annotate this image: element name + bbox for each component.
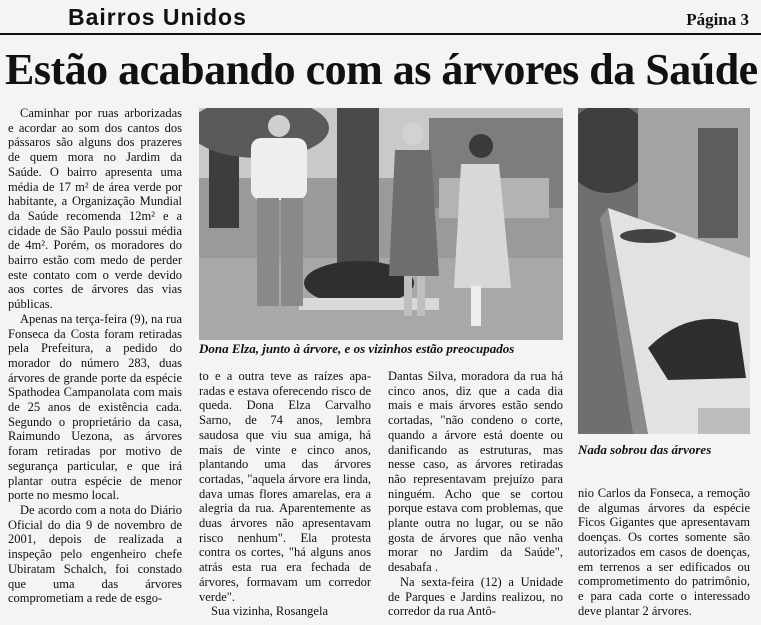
masthead: Bairros Unidos [68,4,247,30]
paragraph: De acordo com a nota do Diário Oficial do dia 9 de novembro de 2001, depois de realizada a inspeção pelo engenheiro chefe Ubiratam Schalch, foi constado que uma das árvores comprometiam a rede de esgo- [8,502,182,606]
paragraph: Apenas na terça-feira (9), na rua Fonseca da Costa foram retiradas pela Prefeitura, a pedido do morador do número 283, duas árvores de grande porte da espécie Spathodea Campanolata com mais de 25 anos de existência cada. Segundo o proprietário da casa, Raimundo Uezona, as árvores foram retiradas por motivo de segurança particular, e que irá plantar outra espécie de menor porte no mesmo local. [8,311,182,503]
top-rule [0,33,761,35]
article-column-3 [388,369,563,619]
paragraph: Sua vizinha, Rosangela [211,604,328,619]
paragraph: Na sexta-feira (12) a Unidade de Parques e Jardins realizou, no corredor da rua Antô- [388,574,563,619]
main-photo-caption: Dona Elza, junto à árvore, e os vizinhos estão preocupados [199,341,515,356]
side-photo [578,108,750,434]
headline: Estão acabando com as árvores da Saúde [5,45,758,94]
paragraph: nio Carlos da Fonseca, a remoção de algumas árvores da espécie Ficos Gigantes que apresentavam doenças. Os cortes somente são autorizados em casos de doenças, em terrenos a ser edificados ou comprometimento do patrimônio, e para cada corte o interessado deve plantar 2 árvores. [578,486,750,618]
side-photo-caption: Nada sobrou das árvores [578,442,712,457]
page-number: Página 3 [686,10,749,29]
paragraph: Dantas Silva, moradora da rua há cinco anos, diz que a cada dia mais e mais árvores estão sendo cortadas, "não condeno o corte, quando a árvore está doente ou danificando as estruturas, mas nesse caso, as árvores retiradas não representavam prejuízo para ninguém. Acho que se cortou porque estava com problemas, que plante outra no lugar, ou se não gosta de árvores que não venha morar no Jardim da Saúde", desabafa . [388,369,563,575]
article-column-2 [199,369,371,619]
paragraph: to e a outra teve as raízes apa-radas e estava oferecendo risco de queda. Dona Elza Carvalho Sarno, de 74 anos, lembra saudosa que viu sua amiga, há mais de vinte e cinco anos, plantando uma das árvores cortadas, "aquela árvore era linda, dava umas flores amarelas, era a alegria da rua. Aparentemente as duas árvores não apresentavam risco nenhum". Ela protesta contra os cortes, "há alguns anos atrás esta rua era fechada de árvores, formavam um corredor verde". [199,369,371,604]
paragraph: Caminhar por ruas arborizadas e acordar ao som dos cantos dos pássaros são alguns dos prazeres de quem mora no Jardim da Saúde. O bairro apresenta uma média de 17 m² de área verde por habitante, a Organização Mundial da Saúde recomenda 12m² e a cidade de São Paulo possui média de 4m². Porém, os moradores do bairro estão com medo de perder este contato com o verde devido aos cortes de árvores das vias públicas. [8,106,182,312]
main-photo [199,108,563,340]
article-column-1 [8,106,182,606]
article-column-4 [578,486,750,618]
